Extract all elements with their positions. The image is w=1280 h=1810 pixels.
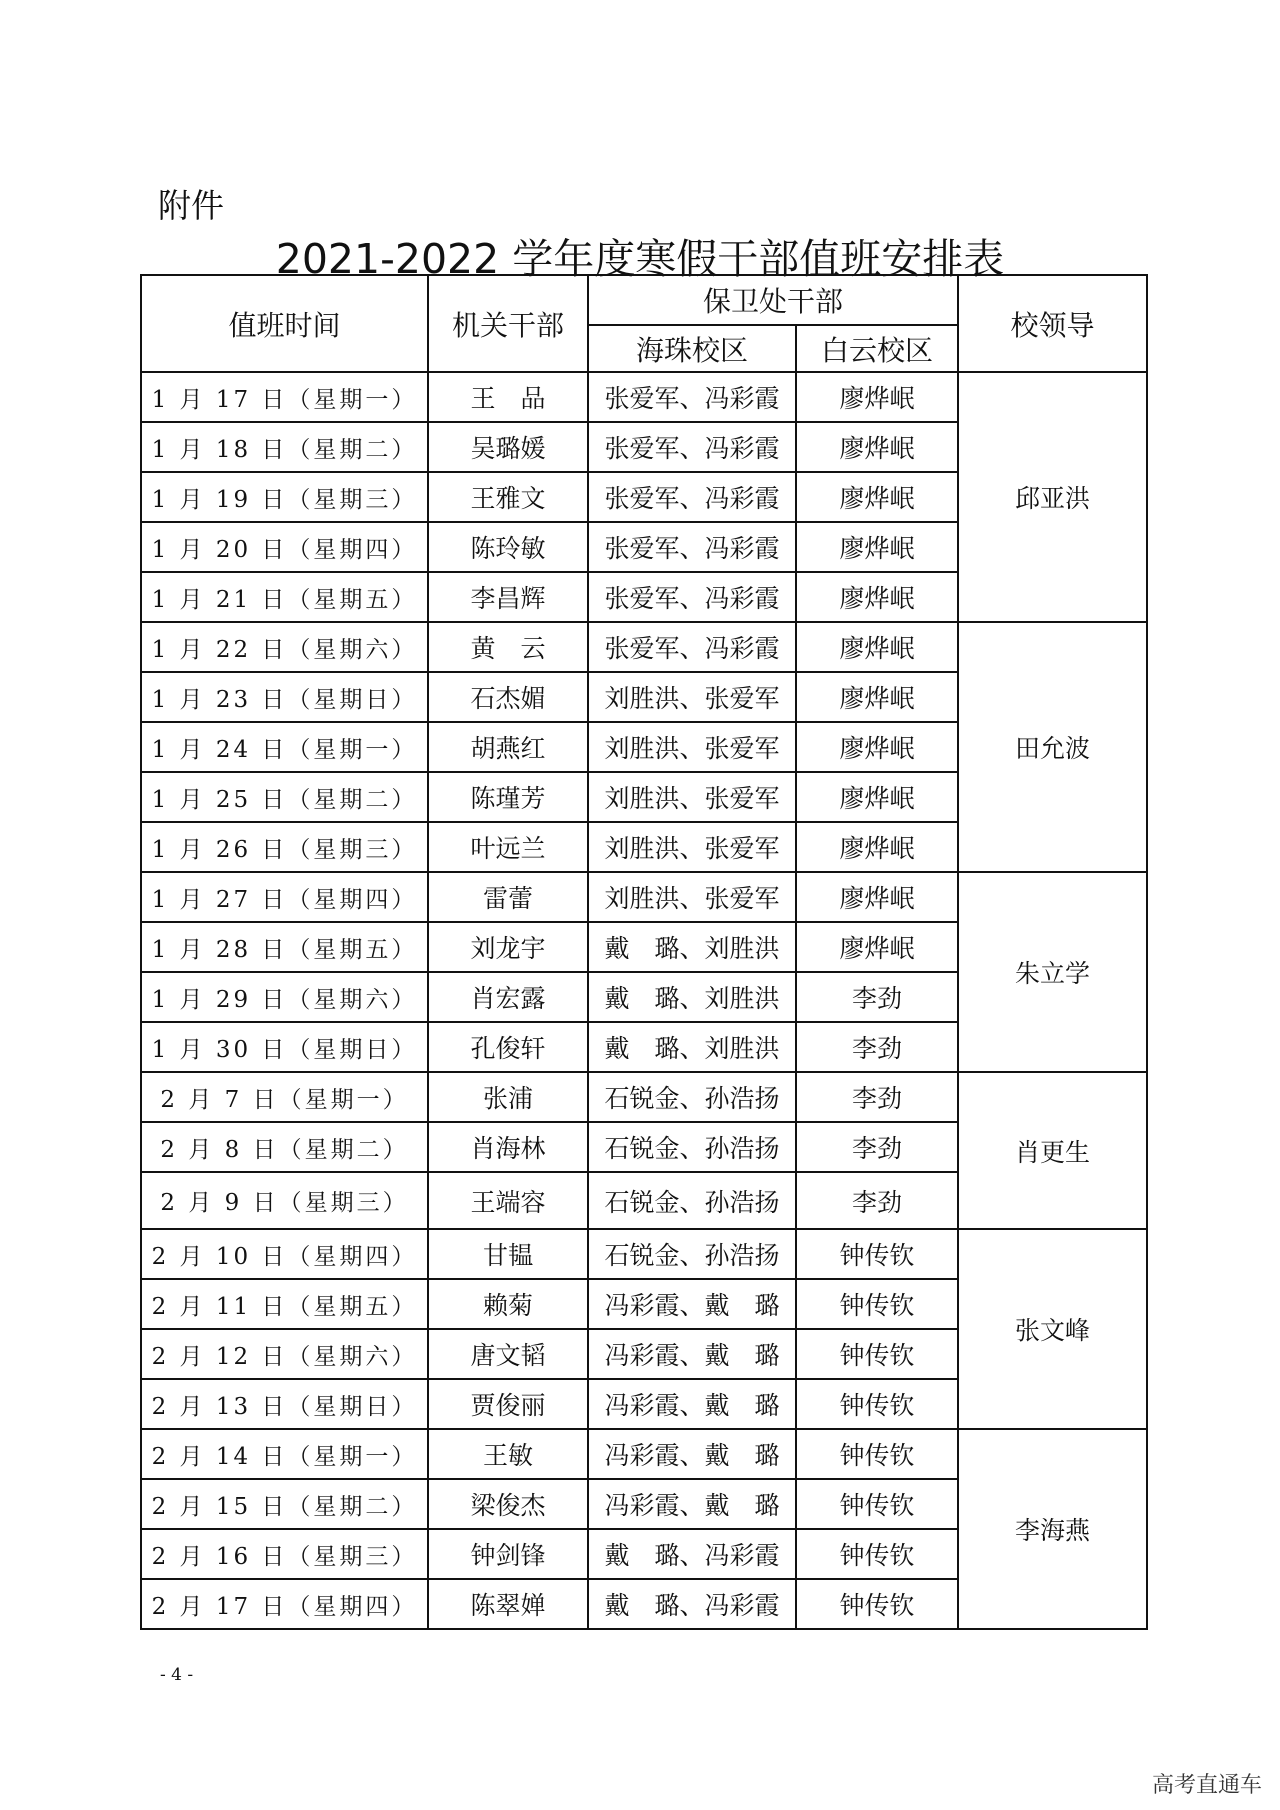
office-cadre-cell: 王端容 <box>428 1172 588 1229</box>
haizhu-cadre-cell: 石锐金、孙浩扬 <box>588 1072 796 1122</box>
office-cadre-cell: 黄 云 <box>428 622 588 672</box>
baiyun-cadre-cell: 廖烨岷 <box>796 722 958 772</box>
duty-date-cell: 1 月 30 日（星期日） <box>141 1022 428 1072</box>
duty-date-cell: 1 月 22 日（星期六） <box>141 622 428 672</box>
duty-schedule-table <box>140 274 1148 1630</box>
duty-date-cell: 2 月 10 日（星期四） <box>141 1229 428 1279</box>
duty-date-cell: 2 月 9 日（星期三） <box>141 1172 428 1229</box>
office-cadre-cell: 王 品 <box>428 372 588 422</box>
attachment-label: 附件 <box>158 186 224 225</box>
duty-date-cell: 1 月 28 日（星期五） <box>141 922 428 972</box>
office-cadre-cell: 王雅文 <box>428 472 588 522</box>
baiyun-cadre-cell: 钟传钦 <box>796 1529 958 1579</box>
office-cadre-cell: 孔俊轩 <box>428 1022 588 1072</box>
baiyun-cadre-cell: 廖烨岷 <box>796 922 958 972</box>
office-cadre-cell: 陈翠婵 <box>428 1579 588 1629</box>
baiyun-cadre-cell: 廖烨岷 <box>796 472 958 522</box>
baiyun-cadre-cell: 廖烨岷 <box>796 572 958 622</box>
duty-date-cell: 1 月 26 日（星期三） <box>141 822 428 872</box>
office-cadre-cell: 肖宏露 <box>428 972 588 1022</box>
haizhu-cadre-cell: 戴 璐、冯彩霞 <box>588 1529 796 1579</box>
haizhu-cadre-cell: 张爱军、冯彩霞 <box>588 572 796 622</box>
baiyun-cadre-cell: 李劲 <box>796 1022 958 1072</box>
table-header <box>141 275 1147 372</box>
office-cadre-cell: 唐文韬 <box>428 1329 588 1379</box>
office-cadre-cell: 刘龙宇 <box>428 922 588 972</box>
haizhu-cadre-cell: 冯彩霞、戴 璐 <box>588 1379 796 1429</box>
haizhu-cadre-cell: 刘胜洪、张爱军 <box>588 722 796 772</box>
header-office-cadre: 机关干部 <box>428 275 588 372</box>
office-cadre-cell: 陈玲敏 <box>428 522 588 572</box>
duty-date-cell: 1 月 27 日（星期四） <box>141 872 428 922</box>
table-row <box>141 372 1147 422</box>
baiyun-cadre-cell: 廖烨岷 <box>796 622 958 672</box>
haizhu-cadre-cell: 石锐金、孙浩扬 <box>588 1172 796 1229</box>
haizhu-cadre-cell: 张爱军、冯彩霞 <box>588 522 796 572</box>
baiyun-cadre-cell: 李劲 <box>796 1072 958 1122</box>
duty-date-cell: 2 月 15 日（星期二） <box>141 1479 428 1529</box>
haizhu-cadre-cell: 刘胜洪、张爱军 <box>588 822 796 872</box>
school-leader-cell: 张文峰 <box>958 1229 1147 1429</box>
school-leader-cell: 李海燕 <box>958 1429 1147 1629</box>
header-security-cadre: 保卫处干部 <box>588 275 958 325</box>
baiyun-cadre-cell: 廖烨岷 <box>796 522 958 572</box>
haizhu-cadre-cell: 石锐金、孙浩扬 <box>588 1229 796 1279</box>
office-cadre-cell: 贾俊丽 <box>428 1379 588 1429</box>
baiyun-cadre-cell: 廖烨岷 <box>796 422 958 472</box>
office-cadre-cell: 肖海林 <box>428 1122 588 1172</box>
office-cadre-cell: 叶远兰 <box>428 822 588 872</box>
office-cadre-cell: 赖菊 <box>428 1279 588 1329</box>
duty-date-cell: 1 月 17 日（星期一） <box>141 372 428 422</box>
office-cadre-cell: 张浦 <box>428 1072 588 1122</box>
duty-date-cell: 2 月 7 日（星期一） <box>141 1072 428 1122</box>
table-row <box>141 1429 1147 1479</box>
office-cadre-cell: 梁俊杰 <box>428 1479 588 1529</box>
table-row <box>141 1072 1147 1122</box>
haizhu-cadre-cell: 石锐金、孙浩扬 <box>588 1122 796 1172</box>
baiyun-cadre-cell: 钟传钦 <box>796 1429 958 1479</box>
haizhu-cadre-cell: 刘胜洪、张爱军 <box>588 772 796 822</box>
office-cadre-cell: 甘韫 <box>428 1229 588 1279</box>
haizhu-cadre-cell: 冯彩霞、戴 璐 <box>588 1329 796 1379</box>
office-cadre-cell: 李昌辉 <box>428 572 588 622</box>
office-cadre-cell: 吴璐媛 <box>428 422 588 472</box>
baiyun-cadre-cell: 钟传钦 <box>796 1279 958 1329</box>
haizhu-cadre-cell: 张爱军、冯彩霞 <box>588 422 796 472</box>
duty-date-cell: 2 月 8 日（星期二） <box>141 1122 428 1172</box>
duty-date-cell: 2 月 11 日（星期五） <box>141 1279 428 1329</box>
duty-date-cell: 1 月 18 日（星期二） <box>141 422 428 472</box>
baiyun-cadre-cell: 廖烨岷 <box>796 372 958 422</box>
office-cadre-cell: 胡燕红 <box>428 722 588 772</box>
header-haizhu-campus: 海珠校区 <box>588 325 796 372</box>
haizhu-cadre-cell: 冯彩霞、戴 璐 <box>588 1429 796 1479</box>
baiyun-cadre-cell: 廖烨岷 <box>796 822 958 872</box>
header-school-leader: 校领导 <box>958 275 1147 372</box>
duty-date-cell: 1 月 19 日（星期三） <box>141 472 428 522</box>
school-leader-cell: 邱亚洪 <box>958 372 1147 622</box>
header-baiyun-campus: 白云校区 <box>796 325 958 372</box>
school-leader-cell: 朱立学 <box>958 872 1147 1072</box>
baiyun-cadre-cell: 李劲 <box>796 972 958 1022</box>
haizhu-cadre-cell: 戴 璐、刘胜洪 <box>588 972 796 1022</box>
office-cadre-cell: 钟剑锋 <box>428 1529 588 1579</box>
baiyun-cadre-cell: 钟传钦 <box>796 1579 958 1629</box>
office-cadre-cell: 陈瑾芳 <box>428 772 588 822</box>
haizhu-cadre-cell: 张爱军、冯彩霞 <box>588 622 796 672</box>
duty-date-cell: 1 月 29 日（星期六） <box>141 972 428 1022</box>
duty-date-cell: 2 月 14 日（星期一） <box>141 1429 428 1479</box>
haizhu-cadre-cell: 张爱军、冯彩霞 <box>588 472 796 522</box>
baiyun-cadre-cell: 廖烨岷 <box>796 772 958 822</box>
duty-date-cell: 2 月 17 日（星期四） <box>141 1579 428 1629</box>
baiyun-cadre-cell: 李劲 <box>796 1172 958 1229</box>
baiyun-cadre-cell: 钟传钦 <box>796 1379 958 1429</box>
duty-date-cell: 2 月 13 日（星期日） <box>141 1379 428 1429</box>
haizhu-cadre-cell: 戴 璐、刘胜洪 <box>588 922 796 972</box>
duty-date-cell: 1 月 23 日（星期日） <box>141 672 428 722</box>
table-body <box>141 372 1147 1629</box>
baiyun-cadre-cell: 廖烨岷 <box>796 872 958 922</box>
haizhu-cadre-cell: 刘胜洪、张爱军 <box>588 672 796 722</box>
office-cadre-cell: 石杰媚 <box>428 672 588 722</box>
baiyun-cadre-cell: 李劲 <box>796 1122 958 1172</box>
haizhu-cadre-cell: 冯彩霞、戴 璐 <box>588 1279 796 1329</box>
table-row <box>141 622 1147 672</box>
haizhu-cadre-cell: 冯彩霞、戴 璐 <box>588 1479 796 1529</box>
haizhu-cadre-cell: 戴 璐、刘胜洪 <box>588 1022 796 1072</box>
table-row <box>141 872 1147 922</box>
baiyun-cadre-cell: 廖烨岷 <box>796 672 958 722</box>
haizhu-cadre-cell: 戴 璐、冯彩霞 <box>588 1579 796 1629</box>
duty-date-cell: 1 月 20 日（星期四） <box>141 522 428 572</box>
office-cadre-cell: 雷蕾 <box>428 872 588 922</box>
baiyun-cadre-cell: 钟传钦 <box>796 1229 958 1279</box>
duty-date-cell: 1 月 21 日（星期五） <box>141 572 428 622</box>
duty-date-cell: 1 月 24 日（星期一） <box>141 722 428 772</box>
duty-date-cell: 2 月 12 日（星期六） <box>141 1329 428 1379</box>
header-duty-time: 值班时间 <box>141 275 428 372</box>
duty-date-cell: 1 月 25 日（星期二） <box>141 772 428 822</box>
page-number: - 4 - <box>160 1665 194 1685</box>
page-title: 2021-2022 学年度寒假干部值班安排表 <box>275 235 1005 283</box>
baiyun-cadre-cell: 钟传钦 <box>796 1479 958 1529</box>
haizhu-cadre-cell: 张爱军、冯彩霞 <box>588 372 796 422</box>
school-leader-cell: 田允波 <box>958 622 1147 872</box>
duty-date-cell: 2 月 16 日（星期三） <box>141 1529 428 1579</box>
office-cadre-cell: 王敏 <box>428 1429 588 1479</box>
table-row <box>141 1229 1147 1279</box>
baiyun-cadre-cell: 钟传钦 <box>796 1329 958 1379</box>
haizhu-cadre-cell: 刘胜洪、张爱军 <box>588 872 796 922</box>
school-leader-cell: 肖更生 <box>958 1072 1147 1229</box>
watermark: 高考直通车 <box>1151 1773 1262 1798</box>
